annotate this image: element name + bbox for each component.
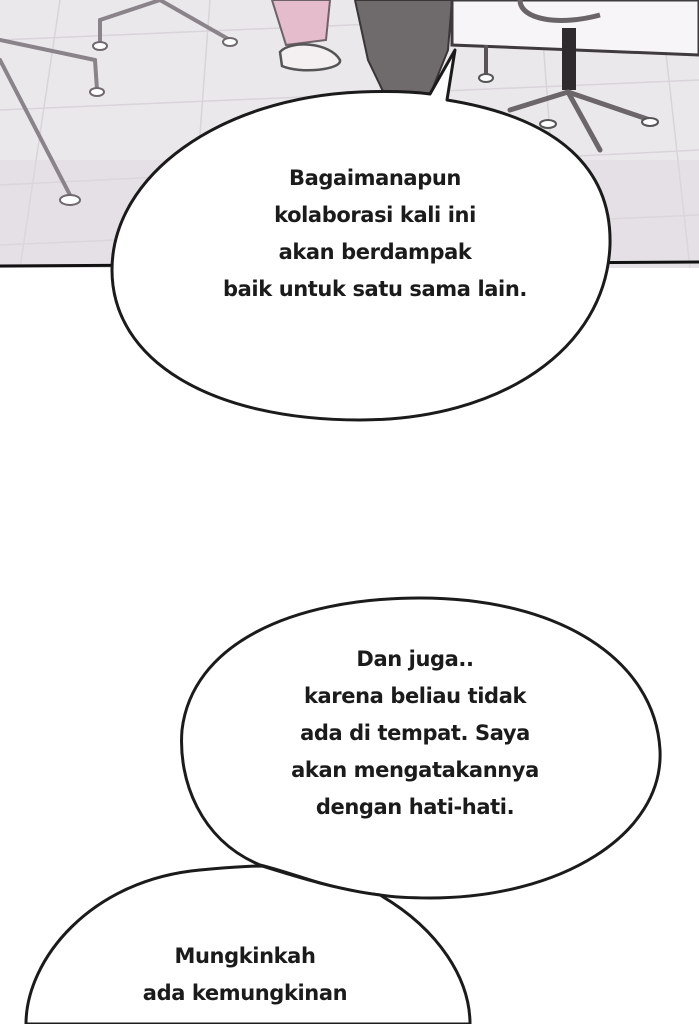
dialogue-line: kolaborasi kali ini [274,203,476,227]
dialogue-line: baik untuk satu sama lain. [223,277,527,301]
speech-bubble-1-text [180,160,570,308]
dialogue-line: ada di tempat. Saya [300,721,530,745]
dialogue-line: ada kemungkinan [142,981,348,1005]
dialogue-line: karena beliau tidak [303,684,527,708]
dialogue-line: Dan juga.. [356,647,474,671]
dialogue-line: Bagaimanapun [289,166,461,190]
dialogue-line: Mungkinkah [174,944,316,968]
speech-bubble-3-text [110,938,380,1012]
speech-bubble-2-text [240,641,590,826]
dialogue-line: dengan hati-hati. [315,795,515,819]
dialogue-line: akan mengatakannya [291,758,539,782]
dialogue-line: akan berdampak [278,240,472,264]
